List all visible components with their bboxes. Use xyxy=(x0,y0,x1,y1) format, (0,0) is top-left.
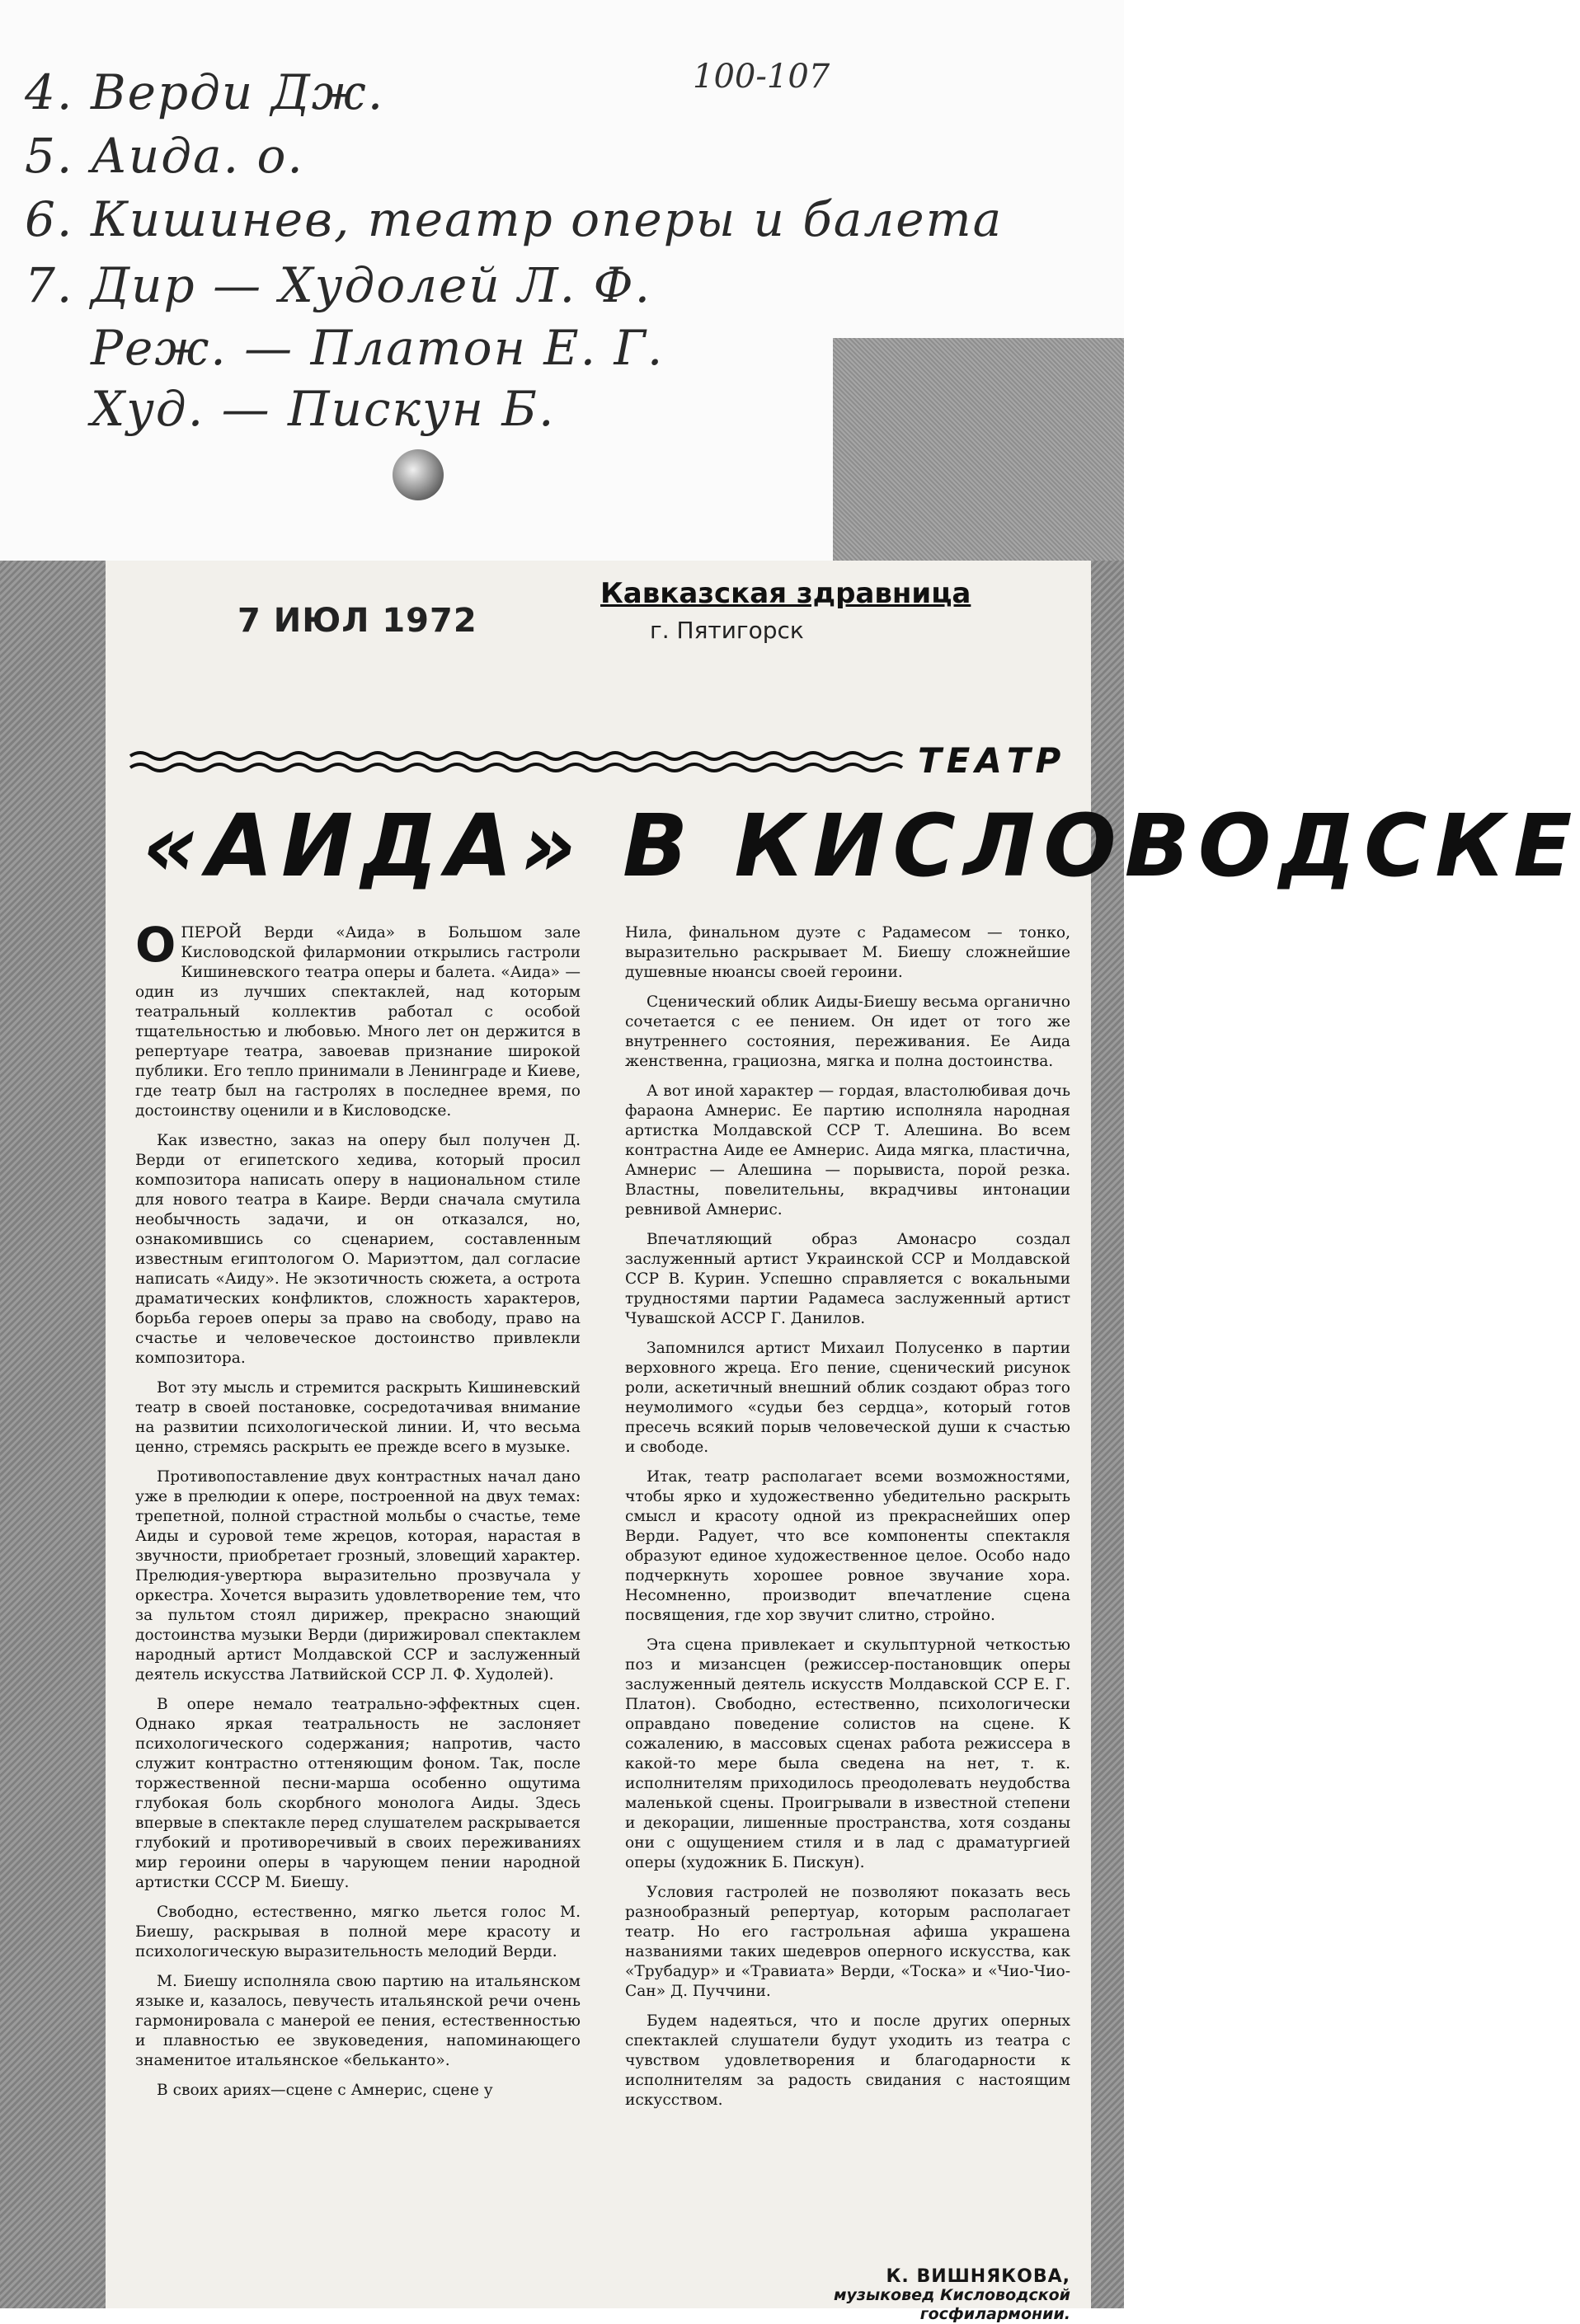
article-paragraph: Итак, театр располагает всеми возможностями, чтобы ярко и художественно убедительно раскрыть смысл и красоту одной из прекраснейших опер Верди. Радует, что все компоненты спектакля образуют единое художественное целое. Особо надо подчеркнуть хорошее ровное звучание хора. Несомненно, производит впечатление сцена посвящения, где хор звучит слитно, стройно. xyxy=(625,1468,1070,1624)
newspaper-city: г. Пятигорск xyxy=(650,617,804,644)
article-paragraph: Как известно, заказ на оперу был получен Д. Верди от египетского хедива, который просил композитора написать оперу в национальном стиле для нового театра в Каире. Верди сначала смутила необычность задачи, и он отказался, но, ознакомившись со сценарием, составленным известным египтологом О. Мариэттом, дал согласие написать «Аиду». Не экзотичность сюжета, а острота драматических конфликтов, сложность характеров, борьба героев оперы за право на свободу, право на счастье и человеческое достоинство привлекли композитора. xyxy=(135,1132,581,1367)
note-line-5: 5. Аида. о. xyxy=(25,128,304,184)
rubric-label: ТЕАТР xyxy=(918,740,1066,781)
article-headline: «АИДА» В КИСЛОВОДСКЕ xyxy=(143,796,1580,896)
article-paragraph: Свободно, естественно, мягко льется голос М. Биешу, раскрывая в полной мере красоту и психологическую выразительность мелодий Верди. xyxy=(135,1904,581,1960)
article-column-right xyxy=(625,923,1070,2120)
newspaper-clipping xyxy=(106,561,1580,2323)
article-paragraph: Противопоставление двух контрастных начал дано уже в прелюдии к опере, построенной на двух темах: трепетной, полной страстной мольбы о счастье, теме Аиды и суровой теме жрецов, которая, нарастая в звучности, приобретает грозный, зловещий характер. Прелюдия-увертюра выразительно прозвучала у оркестра. Хочется выразить удовлетворение тем, что за пультом стоял дирижер, прекрасно знающий достоинства музыки Верди (дирижировал спектаклем народный артист Молдавской ССР и заслуженный деятель искусства Латвийской ССР Л. Ф. Худолей). xyxy=(135,1468,581,1683)
note-line-6: 6. Кишинев, театр оперы и балета xyxy=(25,191,1004,247)
drop-cap: О xyxy=(135,917,176,973)
article-paragraph: В своих ариях—сцене с Амнерис, сцене у xyxy=(157,2082,493,2099)
note-line-4: 4. Верди Дж. xyxy=(25,64,385,120)
article-column-left xyxy=(135,917,581,2110)
article-paragraph: М. Биешу исполняла свою партию на итальянском языке и, казалось, певучесть итальянской речи очень гармонировала с манерой ее пения, естественностью и плавностью ее звуковедения, напоминающего знаменитое итальянское «бельканто». xyxy=(135,1973,581,2069)
author-role: госфилармонии. xyxy=(919,2305,1070,2323)
author-name: К. ВИШНЯКОВА, xyxy=(886,2266,1070,2287)
article-paragraph: Сценический облик Аиды-Биешу весьма органично сочетается с ее пением. Он идет от того же внутреннего состояния, переживания. Ее Аида женственна, грациозна, мягка и полна достоинства. xyxy=(625,993,1070,1070)
archive-number: 100-107 xyxy=(693,58,830,96)
article-paragraph: Будем надеяться, что и после других оперных спектаклей слушатели будут уходить из театра с чувством удовлетворения и благодарности к исполнителям за радость свидания с настоящим искусством. xyxy=(625,2012,1070,2109)
article-paragraph: Запомнился артист Михаил Полусенко в партии верховного жреца. Его пение, сценический рисунок роли, аскетичный внешний облик создают образ того неумолимого «судьи без сердца», который готов пресечь всякий порыв человеческой души к счастью и свободе. xyxy=(625,1340,1070,1456)
article-paragraph: Вот эту мысль и стремится раскрыть Кишиневский театр в своей постановке, сосредотачивая внимание на развитии психологической линии. И, что весьма ценно, стремясь раскрыть ее прежде всего в музыке. xyxy=(135,1379,581,1456)
punch-hole xyxy=(393,449,444,500)
article-paragraph: Условия гастролей не позволяют показать весь разнообразный репертуар, которым располагает театр. Но его гастрольная афиша украшена названиями таких шедевров оперного искусства, как «Трубадур» и «Травиата» Верди, «Тоска» и «Чио-Чио-Сан» Д. Пуччини. xyxy=(625,1884,1070,2000)
article-paragraph: Нила, финальном дуэте с Радамесом — тонко, выразительно раскрывает М. Биешу сложнейшие душевные нюансы своей героини. xyxy=(625,924,1070,981)
note-line-7: 7. Дир — Худолей Л. Ф. xyxy=(25,257,652,313)
article-paragraph: ОПЕРОЙ Верди «Аида» в Большом зале Кисловодской филармонии открылись гастроли Кишиневского театра оперы и балета. «Аида» — один из лучших спектаклей, над которым театральный коллектив работал с особой тщательностью и любовью. Много лет он держится в репертуаре театра, завоевав признание широкой публики. Его тепло принимали в Ленинграде и Киеве, где театр был на гастролях в последнее время, по достоинству оценили и в Кисловодске. xyxy=(135,917,581,1120)
archive-card xyxy=(0,0,1124,561)
author-signature xyxy=(625,2267,1070,2324)
author-role: музыковед Кисловодской xyxy=(834,2286,1070,2304)
gray-paper-edge xyxy=(833,338,1124,577)
note-line-director: Реж. — Платон Е. Г. xyxy=(91,320,665,376)
article-paragraph: Эта сцена привлекает и скульптурной четкостью поз и мизансцен (режиссер-постановщик оперы заслуженный деятель искусств Молдавской ССР Е. Г. Платон). Свободно, естественно, психологически оправдано поведение солистов на сцене. К сожалению, в массовых сценах работа режиссера в какой-то мере была сведена на нет, т. к. исполнителям приходилось преодолевать неудобства маленькой сцены. Проигрывали в известной степени и декорации, лишенные пространства, хотя созданы они с ощущением стиля и в лад с драматургией оперы (художник Б. Пискун). xyxy=(625,1636,1070,1871)
article-paragraph: В опере немало театрально-эффектных сцен. Однако яркая театральность не заслоняет психологического содержания; напротив, часто служит контрастно оттеняющим фоном. Так, после торжественной песни-марша особенно ощутима глубокая боль скорбного монолога Аиды. Здесь впервые в спектакле перед слушателем раскрывается глубокий и противоречивый в своих переживаниях мир героини оперы в чарующем пении народной артистки СССР М. Биешу. xyxy=(135,1696,581,1891)
article-paragraph: А вот иной характер — гордая, властолюбивая дочь фараона Амнерис. Ее партию исполняла народная артистка Молдавской ССР Т. Алешина. Во всем контрастна Аиде ее Амнерис. Аида мягка, пластична, Амнерис — Алешина — порывиста, порой резка. Властны, повелительны, вкрадчивы интонации ревнивой Амнерис. xyxy=(625,1082,1070,1218)
article-paragraph: Впечатляющий образ Амонасро создал заслуженный артист Украинской ССР и Молдавской ССР В. Курин. Успешно справляется с вокальными трудностями партии Радамеса заслуженный артист Чувашской АССР Г. Данилов. xyxy=(625,1231,1070,1327)
note-line-artist: Худ. — Пискун Б. xyxy=(91,381,556,437)
wavy-rule xyxy=(130,746,914,779)
newspaper-title: Кавказская здравница xyxy=(600,577,971,610)
date-stamp: 7 ИЮЛ 1972 xyxy=(237,602,477,640)
